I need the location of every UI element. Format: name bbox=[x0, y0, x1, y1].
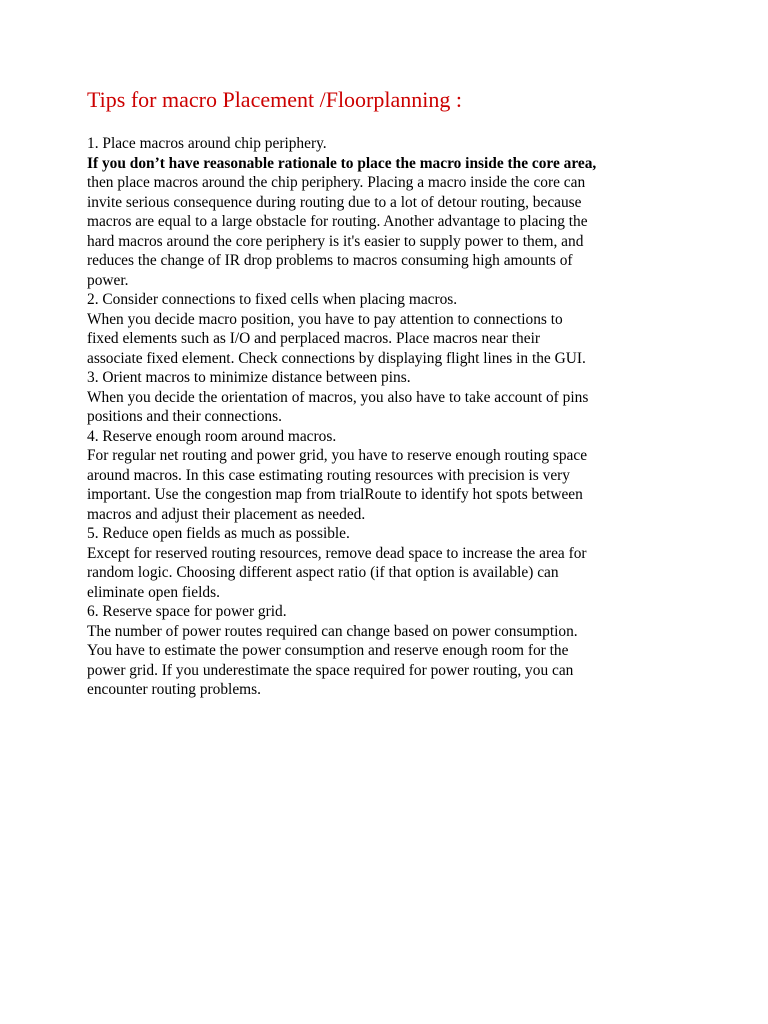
text-line: 4. Reserve enough room around macros. bbox=[87, 427, 337, 445]
text-line: positions and their connections. bbox=[87, 408, 282, 425]
text-line: hard macros around the core periphery is it's easier to supply power to them, and bbox=[87, 232, 584, 250]
text-line: macros are equal to a large obstacle for routing. Another advantage to placing the bbox=[87, 213, 588, 230]
document-page bbox=[87, 86, 707, 700]
text-line: around macros. In this case estimating routing resources with precision is very bbox=[87, 466, 570, 484]
text-line: invite serious consequence during routing due to a lot of detour routing, because bbox=[87, 193, 582, 211]
text-line: When you decide macro position, you have to pay attention to connections to bbox=[87, 310, 563, 328]
text-line: eliminate open fields. bbox=[87, 583, 220, 601]
text-line: 3. Orient macros to minimize distance between pins. bbox=[87, 369, 411, 386]
text-line: When you decide the orientation of macros, you also have to take account of pins bbox=[87, 388, 589, 406]
text-line: encounter routing problems. bbox=[87, 681, 261, 698]
text-line: important. Use the congestion map from trialRoute to identify hot spots between bbox=[87, 486, 583, 503]
emphasis-line: If you don’t have reasonable rationale to place the macro inside the core area, bbox=[87, 154, 597, 172]
text-line: 1. Place macros around chip periphery. bbox=[87, 135, 327, 152]
text-line: The number of power routes required can change based on power consumption. bbox=[87, 622, 578, 640]
text-line: For regular net routing and power grid, you have to reserve enough routing space bbox=[87, 447, 588, 464]
text-line: reduces the change of IR drop problems to macros consuming high amounts of bbox=[87, 252, 573, 269]
text-line: power. bbox=[87, 271, 129, 289]
document-body bbox=[87, 134, 707, 700]
text-line: Except for reserved routing resources, remove dead space to increase the area for bbox=[87, 544, 587, 562]
text-line: random logic. Choosing different aspect ratio (if that option is available) can bbox=[87, 564, 559, 581]
text-line: 2. Consider connections to fixed cells when placing macros. bbox=[87, 291, 458, 308]
text-line: 5. Reduce open fields as much as possible. bbox=[87, 525, 350, 542]
text-line: associate fixed element. Check connections by displaying flight lines in the GUI. bbox=[87, 349, 586, 367]
text-line: 6. Reserve space for power grid. bbox=[87, 603, 287, 620]
text-line: power grid. If you underestimate the space required for power routing, you can bbox=[87, 661, 574, 679]
document-title: Tips for macro Placement /Floorplanning : bbox=[87, 87, 462, 112]
text-line: You have to estimate the power consumption and reserve enough room for the bbox=[87, 642, 569, 659]
text-line: then place macros around the chip periphery. Placing a macro inside the core can bbox=[87, 174, 586, 191]
text-line: fixed elements such as I/O and perplaced macros. Place macros near their bbox=[87, 330, 540, 347]
text-line: macros and adjust their placement as needed. bbox=[87, 505, 366, 523]
